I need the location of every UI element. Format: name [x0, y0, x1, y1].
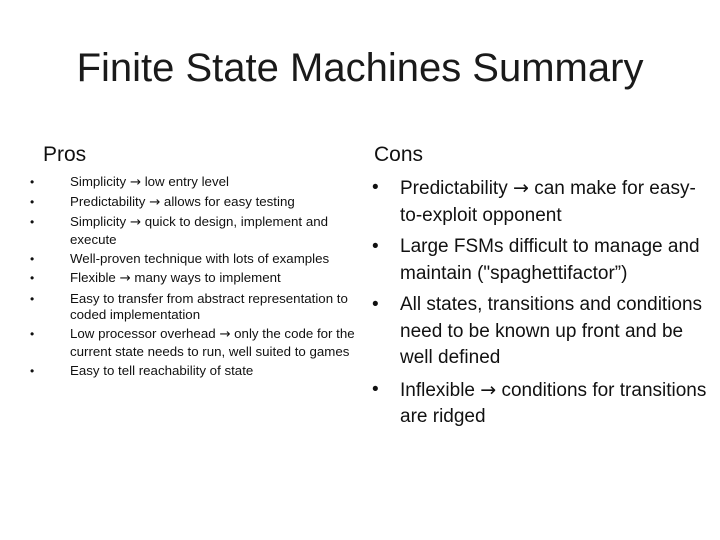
pros-item-text: only the code for the current state needs to run, well suited to games [70, 326, 355, 359]
pros-item-text: Well-proven technique with lots of examples [70, 251, 330, 267]
bullet-icon: • [372, 294, 379, 315]
bullet-icon: • [30, 215, 35, 230]
slide-title: Finite State Machines Summary [76, 46, 644, 90]
arrow-right-icon: → [219, 327, 231, 343]
bullet-icon: • [30, 175, 35, 189]
bullet-icon: • [30, 195, 35, 210]
arrow-right-icon: → [513, 177, 529, 199]
cons-item-text: conditions for transitions are ridged [400, 379, 707, 427]
pros-item-text: low entry level [141, 174, 229, 189]
cons-item [372, 234, 707, 287]
bullet-icon: • [30, 291, 35, 306]
arrow-right-icon: → [119, 271, 131, 287]
pros-item-text: Easy to transfer from abstract representation to coded implementation [70, 290, 348, 323]
bullet-icon: • [30, 271, 35, 286]
pros-item [30, 194, 360, 212]
pros-item [30, 214, 360, 248]
cons-item [372, 175, 707, 229]
pros-item [30, 291, 360, 324]
pros-list [30, 174, 360, 382]
cons-item [372, 377, 707, 431]
cons-item [372, 292, 707, 372]
pros-item [30, 174, 360, 192]
cons-item-text: can make for easy-to-exploit opponent [400, 178, 696, 226]
bullet-icon: • [372, 236, 379, 257]
cons-list [372, 175, 707, 436]
pros-item [30, 326, 360, 360]
bullet-icon: • [372, 177, 379, 198]
pros-item-text: allows for easy testing [160, 194, 295, 210]
pros-heading: Pros [43, 143, 87, 166]
pros-item-text: Flexible [70, 270, 120, 286]
pros-item [30, 270, 360, 288]
pros-item-text: Low processor overhead [70, 326, 220, 342]
cons-item-text: Inflexible [400, 379, 481, 401]
bullet-icon: • [30, 327, 35, 342]
bullet-icon: • [30, 252, 35, 267]
arrow-right-icon: → [480, 378, 497, 401]
pros-item-text: many ways to implement [130, 270, 281, 286]
arrow-right-icon: → [129, 175, 141, 190]
cons-item-text: Predictability [400, 178, 513, 199]
pros-item-text: Simplicity [70, 174, 130, 189]
pros-item-text: quick to design, implement and execute [70, 214, 329, 247]
pros-item-text: Easy to tell reachability of state [70, 363, 254, 379]
pros-item [30, 251, 360, 268]
cons-item-text: Large FSMs difficult to manage and maintain ("spaghettifactor”) [400, 236, 700, 284]
arrow-right-icon: → [129, 215, 141, 231]
arrow-right-icon: → [149, 195, 161, 211]
cons-item-text: All states, transitions and conditions need to be known up front and be well defined [400, 294, 703, 368]
cons-heading: Cons [374, 143, 424, 166]
pros-item-text: Simplicity [70, 214, 130, 230]
bullet-icon: • [30, 364, 35, 379]
pros-item-text: Predictability [70, 194, 150, 210]
pros-item [30, 363, 360, 380]
bullet-icon: • [372, 378, 379, 400]
